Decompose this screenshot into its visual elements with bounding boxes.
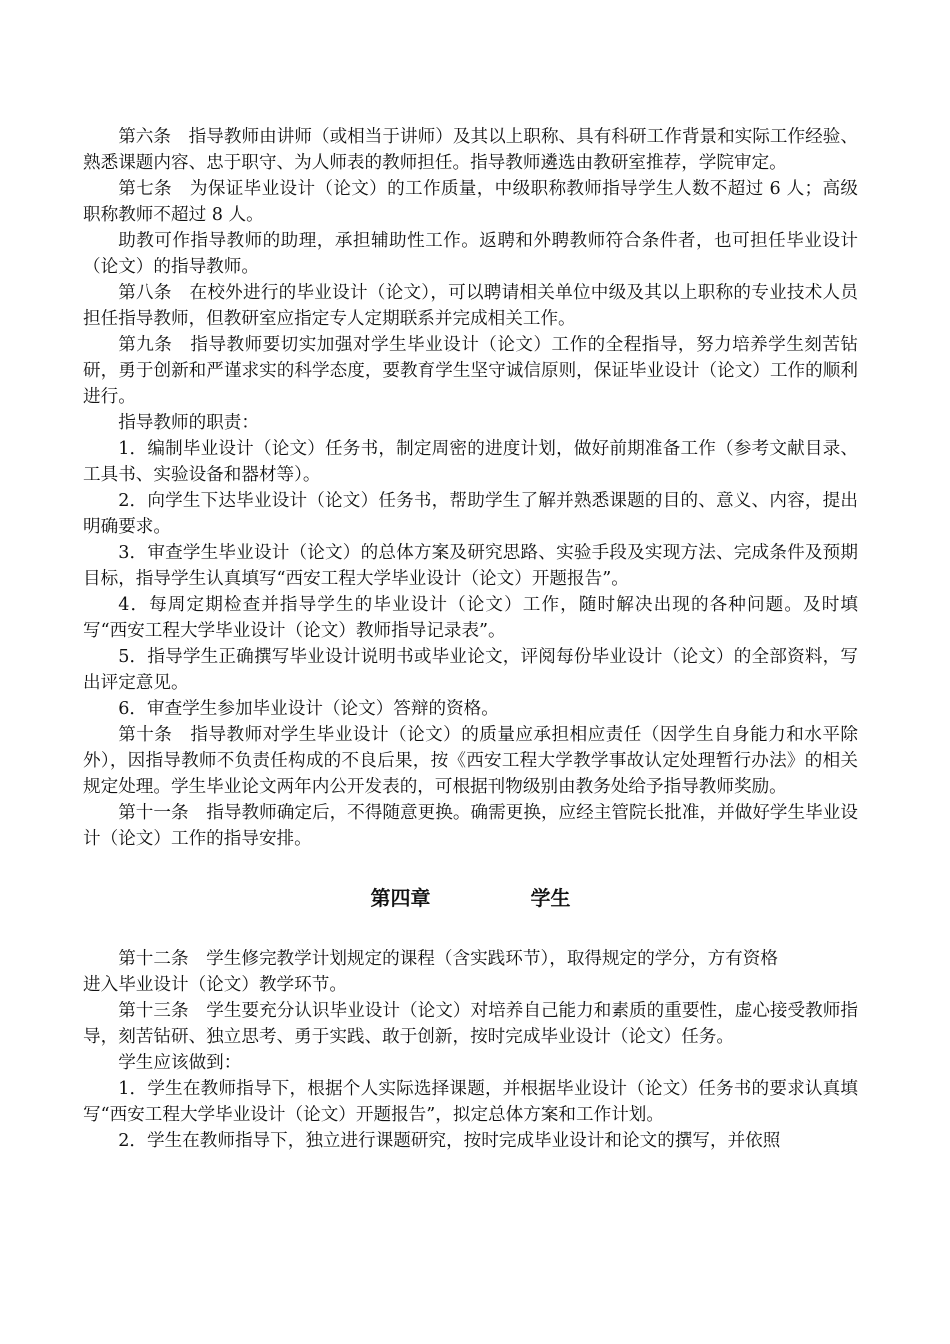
paragraph-student-duties-heading: 学生应该做到： [118,1053,242,1073]
paragraph-duty-3: 3．审查学生毕业设计（论文）的总体方案及研究思路、实验手段及实现方法、完成条件及预期目标，指导学生认真填写“西安工程大学毕业设计（论文）开题报告”。 [83,543,858,589]
paragraph-article-13: 第十三条 学生要充分认识毕业设计（论文）对培养自己能力和素质的重要性，虚心接受教师指导，刻苦钻研、独立思考、勇于实践、敢于创新，按时完成毕业设计（论文）任务。 [83,1001,858,1047]
paragraph-duty-1: 1．编制毕业设计（论文）任务书，制定周密的进度计划，做好前期准备工作（参考文献目录、工具书、实验设备和器材等）。 [83,439,858,485]
chapter-heading [83,884,858,912]
paragraph-duty-6: 6．审查学生参加毕业设计（论文）答辩的资格。 [118,699,499,719]
paragraph-article-6: 第六条 指导教师由讲师（或相当于讲师）及其以上职称、具有科研工作背景和实际工作经验、熟悉课题内容、忠于职守、为人师表的教师担任。指导教师遴选由教研室推荐，学院审定。 [83,127,858,173]
paragraph-article-11: 第十一条 指导教师确定后，不得随意更换。确需更换，应经主管院长批准，并做好学生毕业设计（论文）工作的指导安排。 [83,803,858,849]
document-page [83,124,858,1154]
paragraph-student-duty-1: 1．学生在教师指导下，根据个人实际选择课题，并根据毕业设计（论文）任务书的要求认真填写“西安工程大学毕业设计（论文）开题报告”，拟定总体方案和工作计划。 [83,1079,858,1125]
paragraph-duty-2: 2．向学生下达毕业设计（论文）任务书，帮助学生了解并熟悉课题的目的、意义、内容，提出明确要求。 [83,491,858,537]
paragraph-article-12: 第十二条 学生修完教学计划规定的课程（含实践环节），取得规定的学分，方有资格 [118,949,778,969]
paragraph-article-12-continued: 进入毕业设计（论文）教学环节。 [83,975,347,995]
chapter-title: 学生 [530,886,571,910]
paragraph-assistant: 助教可作指导教师的助理，承担辅助性工作。返聘和外聘教师符合条件者，也可担任毕业设计（论文）的指导教师。 [83,231,858,277]
paragraph-article-8: 第八条 在校外进行的毕业设计（论文），可以聘请相关单位中级及其以上职称的专业技术人员担任指导教师，但教研室应指定专人定期联系并完成相关工作。 [83,283,858,329]
chapter-number: 第四章 [370,886,431,910]
paragraph-article-9: 第九条 指导教师要切实加强对学生毕业设计（论文）工作的全程指导，努力培养学生刻苦钻研，勇于创新和严谨求实的科学态度，要教育学生坚守诚信原则，保证毕业设计（论文）工作的顺利进行。 [83,335,858,407]
paragraph-article-10: 第十条 指导教师对学生毕业设计（论文）的质量应承担相应责任（因学生自身能力和水平除外），因指导教师不负责任构成的不良后果，按《西安工程大学教学事故认定处理暂行办法》的相关规定处理。学生毕业论文两年内公开发表的，可根据刊物级别由教务处给予指导教师奖励。 [83,725,858,797]
paragraph-duties-heading: 指导教师的职责： [118,413,259,433]
paragraph-duty-5: 5．指导学生正确撰写毕业设计说明书或毕业论文，评阅每份毕业设计（论文）的全部资料，写出评定意见。 [83,647,858,693]
paragraph-article-7: 第七条 为保证毕业设计（论文）的工作质量，中级职称教师指导学生人数不超过 6 人；高级职称教师不超过 8 人。 [83,179,858,225]
paragraph-duty-4: 4．每周定期检查并指导学生的毕业设计（论文）工作，随时解决出现的各种问题。及时填写“西安工程大学毕业设计（论文）教师指导记录表”。 [83,595,858,641]
paragraph-student-duty-2: 2．学生在教师指导下，独立进行课题研究，按时完成毕业设计和论文的撰写，并依照 [118,1131,781,1151]
